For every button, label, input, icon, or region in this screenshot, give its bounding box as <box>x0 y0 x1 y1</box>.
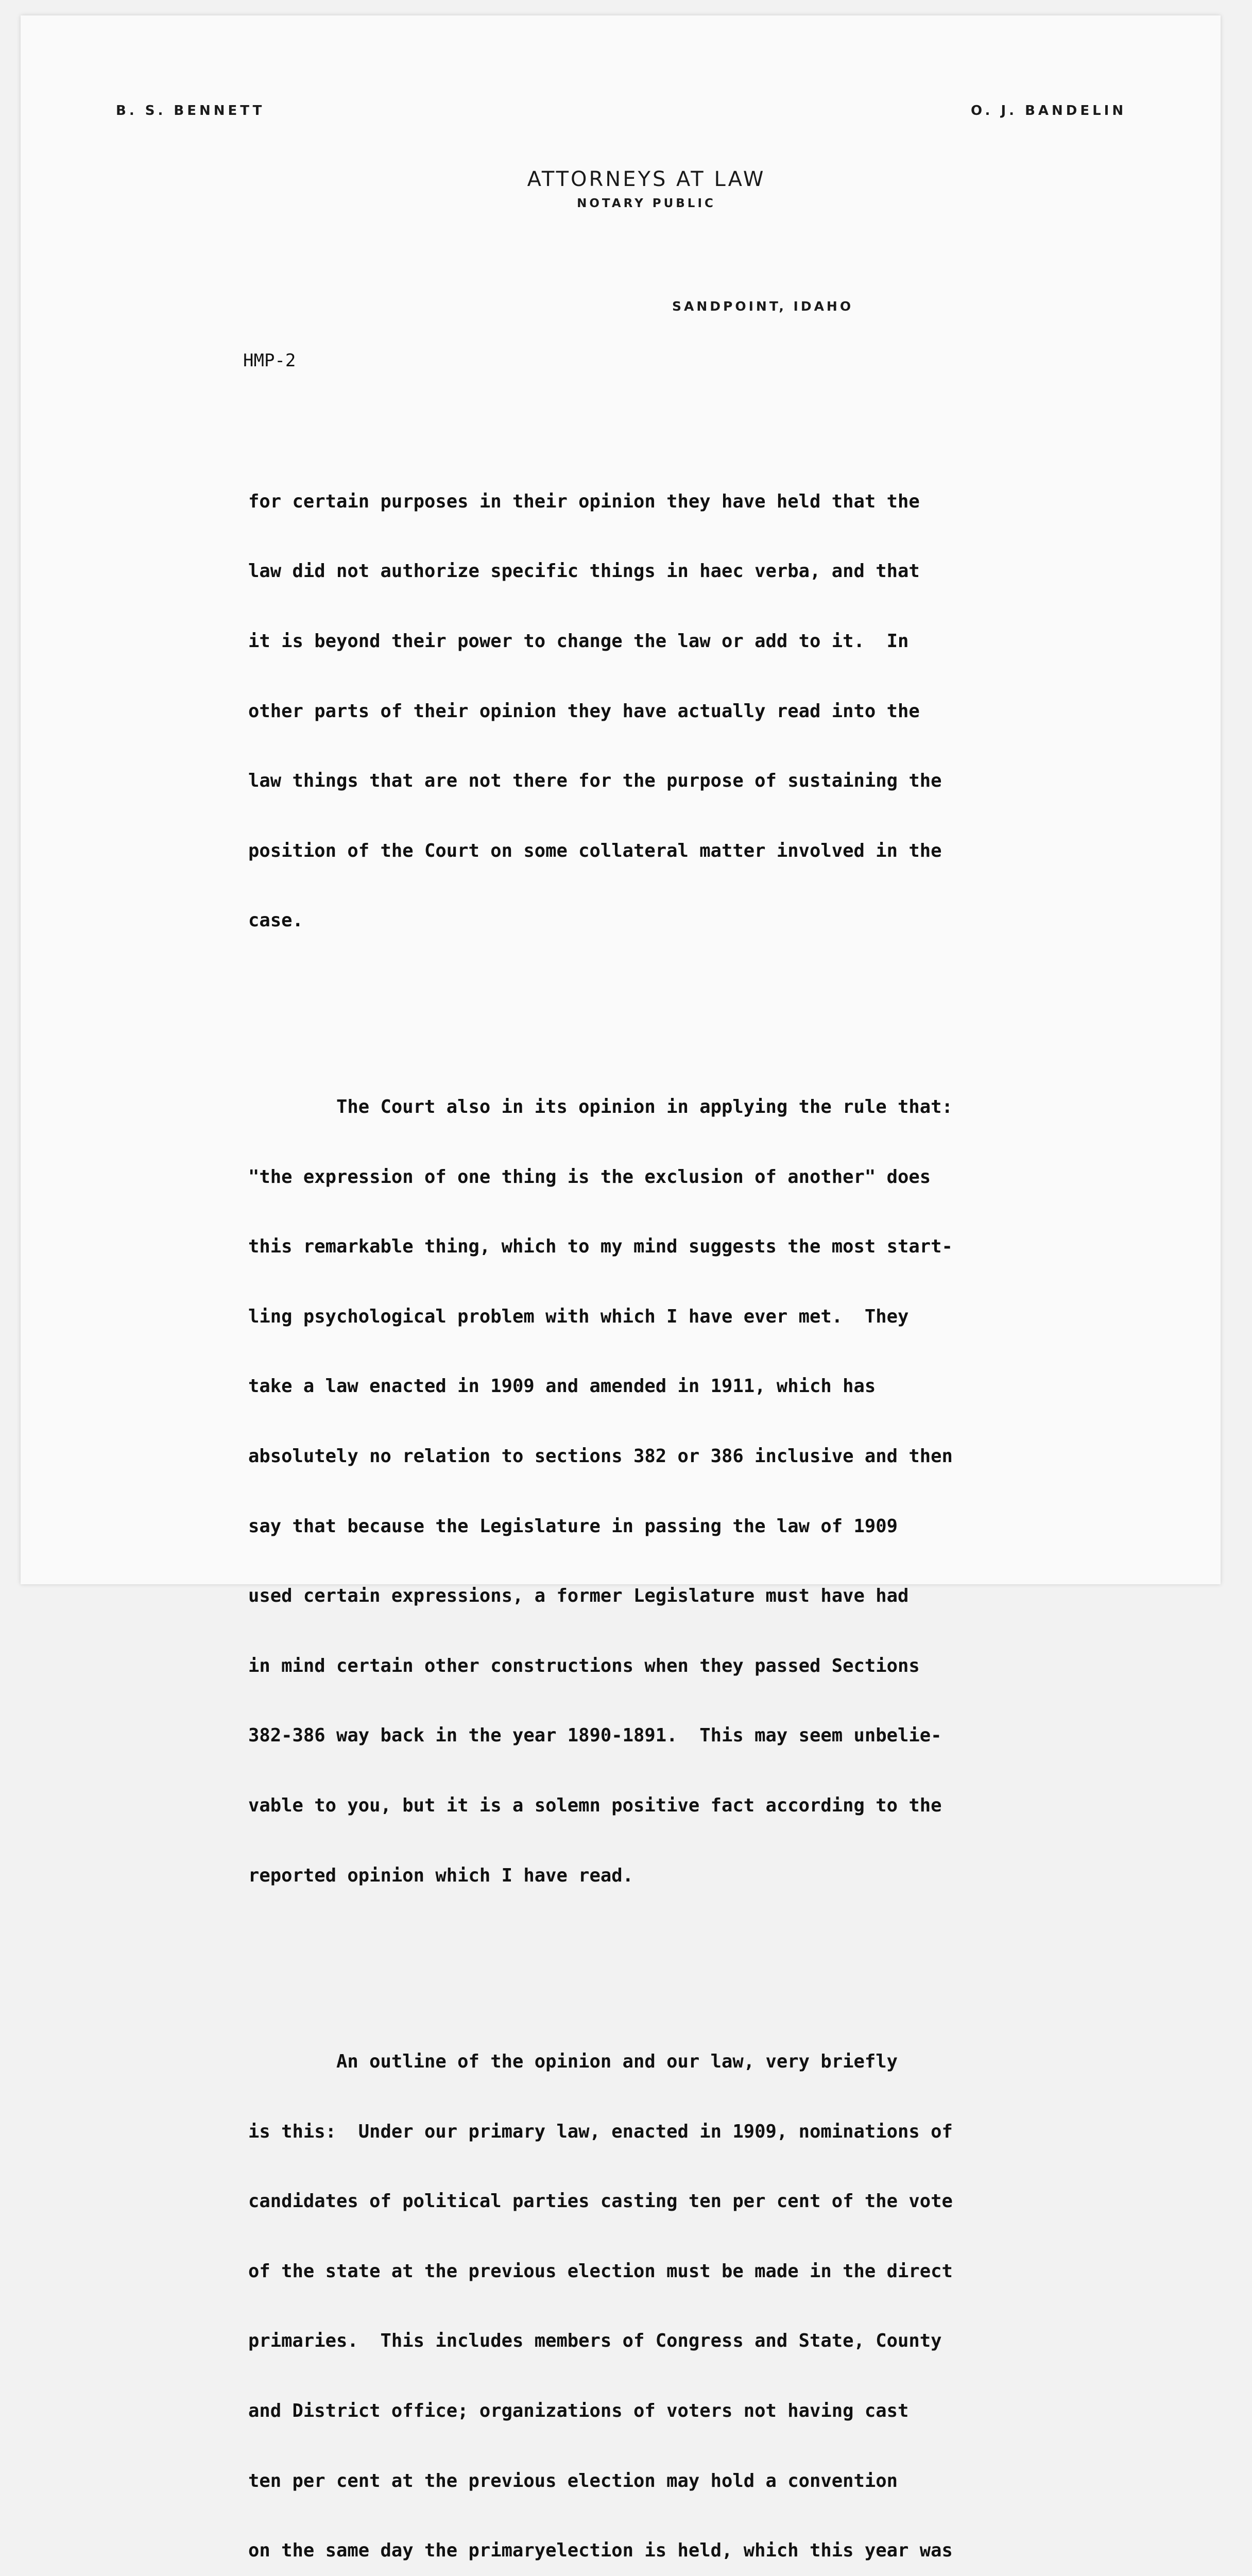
body-line: vable to you, but it is a solemn positive fact according to the <box>248 1794 942 1816</box>
paragraph-3 <box>248 2004 1186 2576</box>
paragraph-1 <box>248 443 1186 979</box>
body-line: case. <box>248 910 303 931</box>
paragraph-2 <box>248 1049 1186 1934</box>
body-line: absolutely no relation to sections 382 or 386 inclusive and then <box>248 1445 953 1467</box>
body-line: this remarkable thing, which to my mind suggests the most start- <box>248 1236 953 1258</box>
body-line: for certain purposes in their opinion they have held that the <box>248 490 920 512</box>
body-line: on the same day the primaryelection is held, which this year was <box>248 2540 953 2562</box>
body-line: reported opinion which I have read. <box>248 1865 634 1886</box>
body-line: in mind certain other constructions when they passed Sections <box>248 1655 920 1676</box>
letterhead-title: ATTORNEYS AT LAW <box>527 167 766 191</box>
body-line: other parts of their opinion they have actually read into the <box>248 700 920 722</box>
letterhead-right-name: O. J. BANDELIN <box>971 103 1127 118</box>
body-line: used certain expressions, a former Legislature must have had <box>248 1585 909 1607</box>
body-line: take a law enacted in 1909 and amended in 1911, which has <box>248 1376 876 1397</box>
letter-page <box>21 15 1221 2562</box>
body-line: An outline of the opinion and our law, very briefly <box>248 2051 898 2073</box>
body-line: "the expression of one thing is the exclusion of another" does <box>248 1166 931 1188</box>
body-line: it is beyond their power to change the law or add to it. In <box>248 631 909 652</box>
body-line: law things that are not there for the purpose of sustaining the <box>248 770 942 792</box>
letterhead-location: SANDPOINT, IDAHO <box>672 299 854 314</box>
letter-body <box>248 397 1186 2576</box>
body-line: law did not authorize specific things in haec verba, and that <box>248 561 920 582</box>
letterhead-left-name: B. S. BENNETT <box>116 103 265 118</box>
body-line: of the state at the previous election must be made in the direct <box>248 2260 953 2282</box>
body-line: primaries. This includes members of Congress and State, County <box>248 2330 942 2352</box>
body-line: ling psychological problem with which I have ever met. They <box>248 1306 909 1327</box>
body-line: 382-386 way back in the year 1890-1891. This may seem unbelie- <box>248 1725 942 1747</box>
page-reference: HMP-2 <box>243 350 296 371</box>
body-line: is this: Under our primary law, enacted in 1909, nominations of <box>248 2121 953 2142</box>
body-line: say that because the Legislature in passing the law of 1909 <box>248 1515 898 1537</box>
letterhead-subtitle: NOTARY PUBLIC <box>577 197 716 210</box>
body-line: The Court also in its opinion in applying the rule that: <box>248 1096 953 1117</box>
body-line: candidates of political parties casting ten per cent of the vote <box>248 2191 953 2212</box>
body-line: ten per cent at the previous election may hold a convention <box>248 2470 898 2492</box>
body-line: position of the Court on some collateral matter involved in the <box>248 840 942 861</box>
body-line: and District office; organizations of voters not having cast <box>248 2400 909 2422</box>
